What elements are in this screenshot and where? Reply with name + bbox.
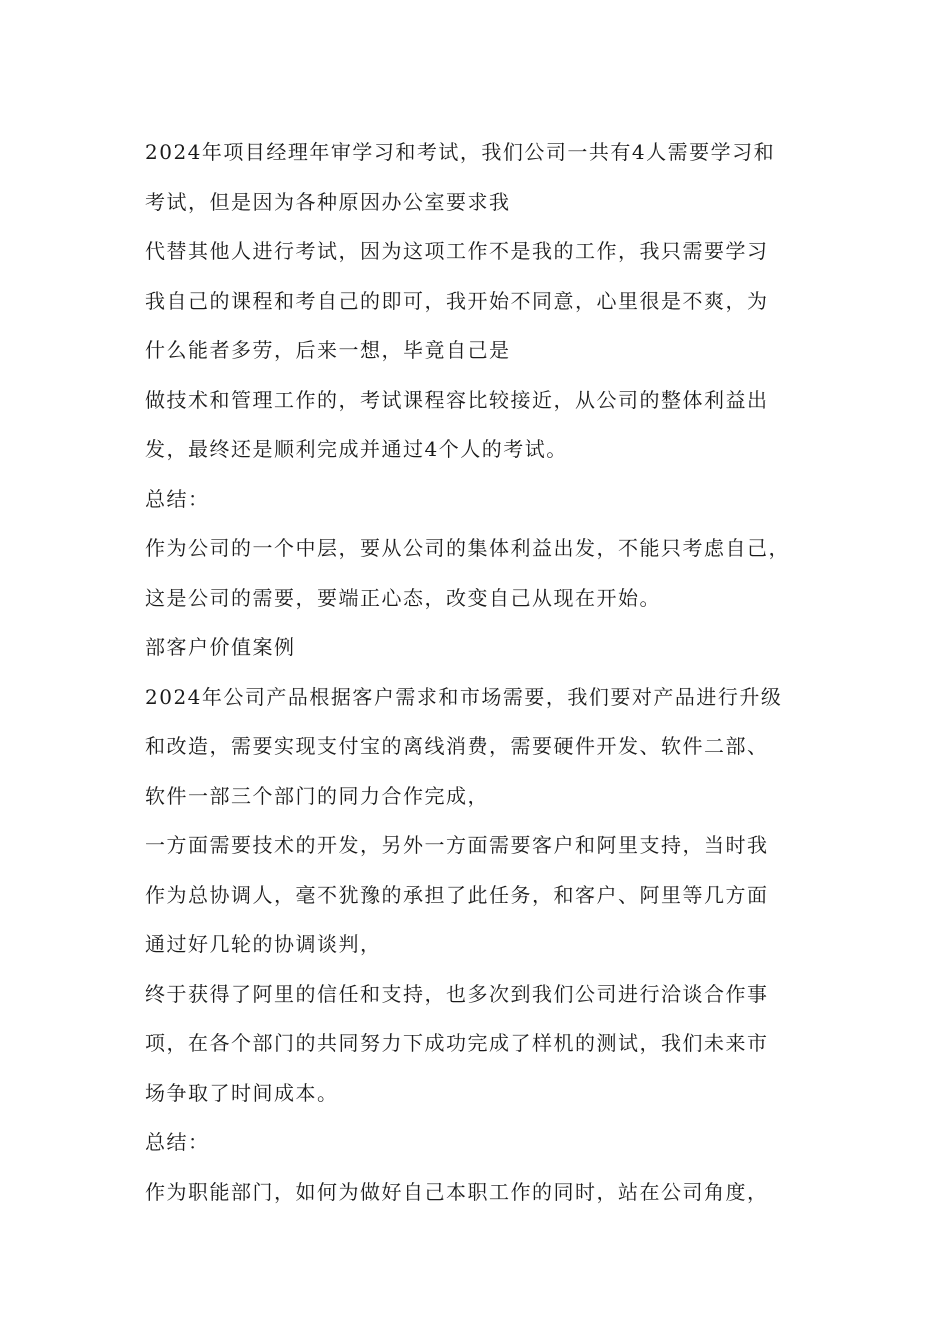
text-line: 作为总协调人，毫不犹豫的承担了此任务，和客户、阿里等几方面 [145, 882, 769, 907]
text-line: 终于获得了阿里的信任和支持，也多次到我们公司进行洽谈合作事 [145, 981, 769, 1006]
text-line: 总结： [145, 486, 210, 511]
text-line: 这是公司的需要，要端正心态，改变自己从现在开始。 [145, 585, 661, 610]
text-line: 项，在各个部门的共同努力下成功完成了样机的测试，我们未来市 [145, 1031, 769, 1055]
paragraph-exam-reluctance [145, 227, 815, 376]
text-line: 什么能者多劳，后来一想，毕竟自己是 [145, 338, 511, 362]
text-line: 作为职能部门，如何为做好自己本职工作的同时，站在公司角度， [145, 1179, 769, 1204]
text-line: 我自己的课程和考自己的即可，我开始不同意，心里很是不爽，为 [145, 288, 769, 313]
text-line: 场争取了时间成本。 [145, 1080, 339, 1105]
text-line: 2024年项目经理年审学习和考试，我们公司一共有4人需要学习和 [145, 140, 776, 164]
text-line: 发，最终还是顺利完成并通过4个人的考试。 [145, 437, 568, 461]
document-body [145, 128, 815, 1217]
summary-heading [145, 1118, 815, 1168]
paragraph-product-upgrade [145, 673, 815, 822]
paragraph-exam-intro [145, 128, 815, 227]
summary-heading [145, 475, 815, 525]
text-line: 代替其他人进行考试，因为这项工作不是我的工作，我只需要学习 [145, 239, 769, 263]
text-line: 和改造，需要实现支付宝的离线消费，需要硬件开发、软件二部、 [145, 734, 769, 758]
text-line: 部客户价值案例 [145, 635, 296, 659]
text-line: 作为公司的一个中层，要从公司的集体利益出发，不能只考虑自己， [145, 536, 790, 560]
text-line: 软件一部三个部门的同力合作完成， [145, 783, 489, 808]
paragraph-exam-outcome [145, 376, 815, 475]
text-line: 做技术和管理工作的，考试课程容比较接近，从公司的整体利益出 [145, 387, 769, 412]
text-line: 2024年公司产品根据客户需求和市场需要，我们要对产品进行升级 [145, 684, 783, 709]
text-line: 一方面需要技术的开发，另外一方面需要客户和阿里支持，当时我 [145, 833, 769, 857]
paragraph-summary-one [145, 524, 815, 623]
paragraph-coordination [145, 821, 815, 970]
text-line: 考试，但是因为各种原因办公室要求我 [145, 189, 511, 214]
paragraph-success [145, 970, 815, 1119]
text-line: 通过好几轮的协调谈判， [145, 932, 382, 956]
text-line: 总结： [145, 1130, 210, 1154]
paragraph-summary-two [145, 1168, 815, 1218]
section-heading-customer-value [145, 623, 815, 673]
